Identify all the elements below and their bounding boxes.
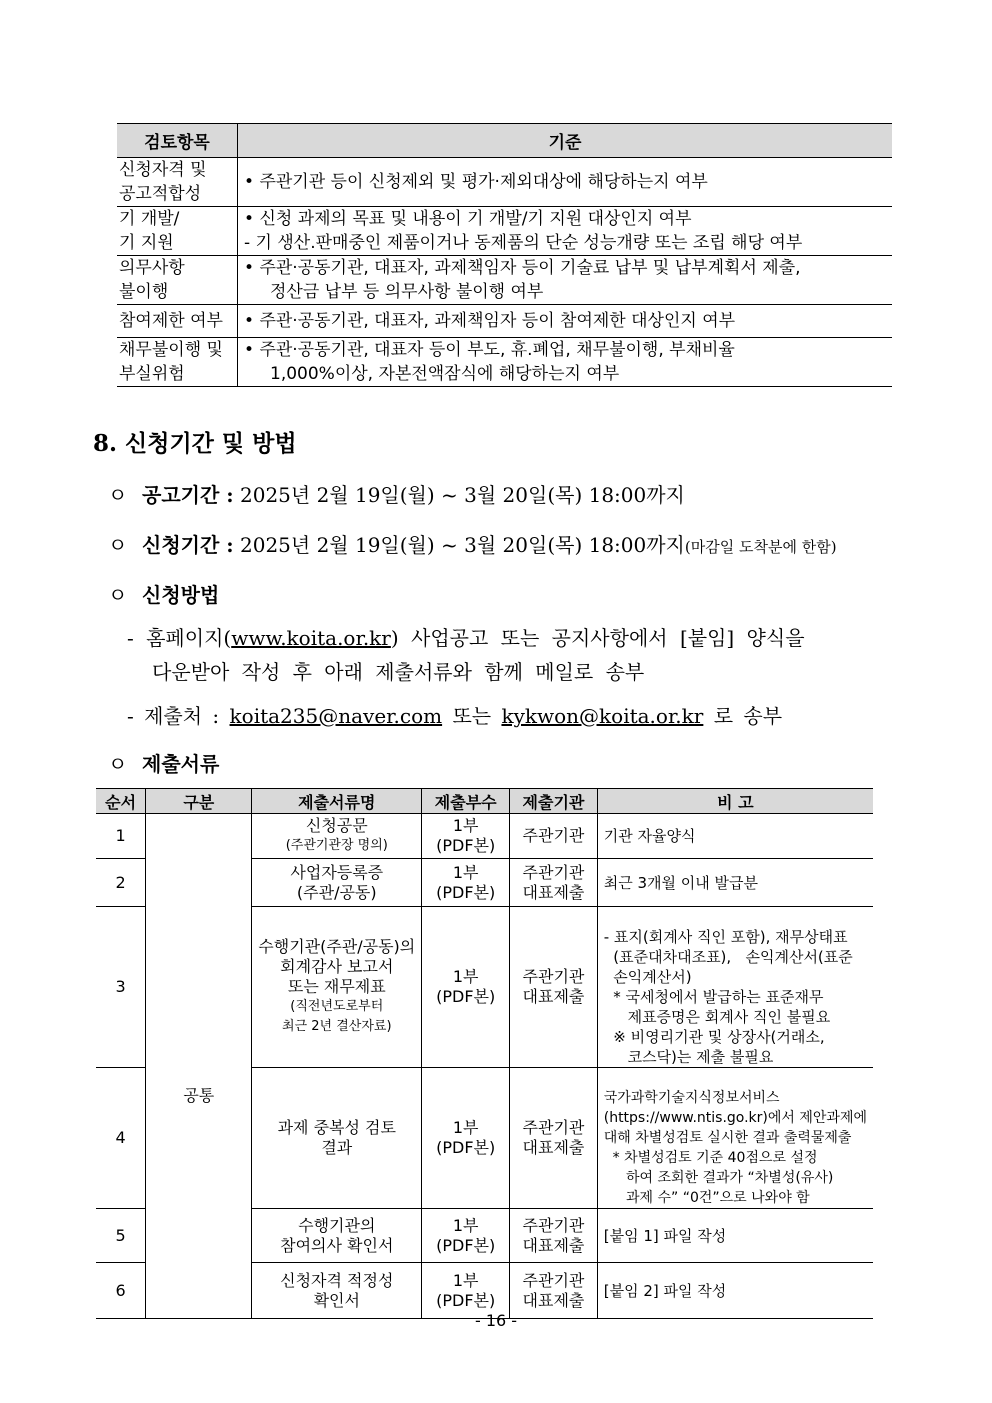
method-text-line2: 다운받아 작성 후 아래 제출서류와 함께 메일로 송부: [152, 660, 645, 684]
apply-period-value: 2025년 2월 19일(월) ~ 3월 20일(목) 18:00까지: [240, 533, 685, 557]
doc-name-sub: 최근 2년 결산자료): [282, 1019, 392, 1034]
submit-post: 로 송부: [713, 704, 783, 728]
doc-category: 공통: [146, 814, 252, 1319]
doc-copies-line: (PDF본): [436, 1290, 496, 1310]
doc-no: 3: [96, 907, 146, 1068]
doc-name-line: 수행기관(주관/공동)의: [258, 937, 416, 956]
review-item-line: 부실위험: [119, 364, 185, 384]
table-row: [117, 256, 892, 305]
review-item-line: 채무불이행 및: [119, 340, 223, 360]
docs-label: 제출서류: [142, 752, 220, 776]
doc-note-line: [붙임 2] 파일 작성: [603, 1281, 727, 1300]
review-item-line: 기 지원: [119, 233, 174, 253]
notice-period-line: [108, 479, 685, 508]
section-title: 8. 신청기간 및 방법: [93, 430, 297, 457]
doc-note-line: 손익계산서): [603, 968, 692, 986]
doc-org-line: 주관기관: [522, 826, 585, 845]
apply-period-note: (마감일 도착분에 한함): [684, 538, 837, 556]
doc-copies-line: 1부: [452, 862, 479, 882]
doc-note-line: 코스닥)는 제출 불필요: [603, 1048, 774, 1066]
submission-docs-table: [96, 788, 873, 1319]
method-text-pre: - 홈페이지(: [127, 626, 232, 650]
doc-note-line: * 국세청에서 발급하는 표준재무: [603, 988, 824, 1006]
homepage-link[interactable]: www.koita.or.kr: [231, 626, 391, 650]
doc-note-line: 제표증명은 회계사 직인 불필요: [603, 1008, 831, 1026]
email-link-1[interactable]: koita235@naver.com: [229, 704, 443, 728]
review-criteria-line: - 기 생산.판매중인 제품이거나 동제품의 단순 성능개량 또는 조립 해당 여부: [244, 233, 803, 253]
doc-org-line: 대표제출: [522, 1138, 585, 1157]
doc-name-line: (주관/공동): [296, 882, 377, 902]
circle-bullet: ㅇ: [108, 583, 128, 607]
doc-copies-line: 1부: [452, 1118, 479, 1137]
doc-copies-line: (PDF본): [436, 1138, 496, 1157]
table-row: [96, 814, 873, 859]
doc-copies-line: 1부: [452, 967, 479, 986]
review-criteria-line: • 주관·공동기관, 대표자, 과제책임자 등이 참여제한 대상인지 여부: [244, 309, 886, 333]
doc-org-line: 대표제출: [522, 987, 585, 1006]
docs-header-category: 구분: [146, 789, 252, 814]
docs-header-copies: 제출부수: [422, 789, 510, 814]
docs-header-name: 제출서류명: [252, 789, 422, 814]
notice-period-value: 2025년 2월 19일(월) ~ 3월 20일(목) 18:00까지: [240, 483, 685, 507]
docs-header-no: 순서: [96, 789, 146, 814]
review-criteria-table: [117, 123, 892, 387]
apply-period-label: 신청기간 :: [142, 533, 234, 557]
doc-copies-line: (PDF본): [436, 836, 496, 855]
doc-name-line: 참여의사 확인서: [280, 1235, 394, 1255]
doc-org-line: 주관기관: [522, 1270, 585, 1290]
doc-name-line: 또는 재무제표: [287, 977, 386, 996]
submit-label: - 제출처 :: [127, 704, 220, 728]
review-criteria-line: 1,000%이상, 자본전액잠식에 해당하는지 여부: [270, 364, 620, 384]
doc-org-line: 주관기관: [522, 1215, 585, 1235]
docs-header-org: 제출기관: [510, 789, 598, 814]
doc-note-line: 국가과학기술지식정보서비스: [603, 1090, 780, 1106]
doc-org-line: 주관기관: [522, 967, 585, 986]
doc-note-line: 최근 3개월 이내 발급분: [603, 873, 758, 892]
doc-name-line: 신청공문: [305, 816, 368, 835]
docs-header-note: 비 고: [597, 789, 873, 814]
docs-line: [108, 748, 219, 777]
review-item-line: 불이행: [119, 282, 169, 302]
doc-name-line: 결과: [321, 1138, 353, 1157]
apply-period-line: [108, 529, 837, 558]
doc-name-line: 신청자격 적정성: [280, 1270, 394, 1290]
doc-note-line: 하여 조회한 결과가 “차별성(유사): [603, 1170, 834, 1186]
table-row: [117, 338, 892, 387]
submit-mid: 또는: [452, 704, 492, 728]
review-criteria-line: • 주관·공동기관, 대표자, 과제책임자 등이 기술료 납부 및 납부계획서 제출,: [244, 256, 886, 280]
review-item-line: 참여제한 여부: [119, 311, 223, 331]
doc-name-line: 확인서: [313, 1290, 360, 1310]
doc-note-line: - 표지(회계사 직인 포함), 재무상태표: [603, 928, 848, 946]
review-header-criteria: 기준: [238, 124, 893, 158]
doc-no: 1: [96, 814, 146, 859]
circle-bullet: ㅇ: [108, 533, 128, 557]
doc-copies-line: (PDF본): [436, 987, 496, 1006]
doc-copies-line: 1부: [452, 816, 479, 835]
method-label: 신청방법: [142, 583, 220, 607]
email-link-2[interactable]: kykwon@koita.or.kr: [501, 704, 704, 728]
review-criteria-line: • 주관기관 등이 신청제외 및 평가·제외대상에 해당하는지 여부: [244, 170, 886, 194]
doc-note-line: ※ 비영리기관 및 상장사(거래소,: [603, 1028, 825, 1046]
doc-org-line: 대표제출: [522, 882, 585, 902]
table-row: [117, 207, 892, 256]
doc-note-line: (표준대차대조표), 손익계산서(표준: [603, 948, 853, 966]
doc-no: 5: [96, 1209, 146, 1263]
doc-copies-line: 1부: [452, 1270, 479, 1290]
doc-org-line: 주관기관: [522, 1118, 585, 1137]
method-text-post: ) 사업공고 또는 공지사항에서 [붙임] 양식을: [390, 626, 805, 650]
table-row: [117, 305, 892, 338]
doc-note-line: (https://www.ntis.go.kr)에서 제안과제에: [603, 1110, 867, 1126]
review-item-line: 의무사항: [119, 258, 185, 278]
doc-name-line: 과제 중복성 검토: [277, 1118, 396, 1137]
doc-name-line: 회계감사 보고서: [280, 957, 394, 976]
doc-copies-line: 1부: [452, 1215, 479, 1235]
page-number: - 16 -: [474, 1311, 518, 1330]
doc-name-line: 수행기관의: [298, 1215, 376, 1235]
doc-org-line: 주관기관: [522, 862, 585, 882]
submit-line: [127, 700, 782, 729]
review-criteria-line: 정산금 납부 등 의무사항 불이행 여부: [270, 282, 544, 302]
doc-name-line: 사업자등록증: [290, 862, 384, 882]
doc-note-line: * 차별성검토 기준 40점으로 설정: [603, 1150, 818, 1166]
doc-name-sub: (주관기관장 명의): [285, 838, 388, 853]
circle-bullet: ㅇ: [108, 752, 128, 776]
method-description: [127, 622, 899, 651]
doc-note-line: [붙임 1] 파일 작성: [603, 1226, 727, 1245]
doc-org-line: 대표제출: [522, 1290, 585, 1310]
doc-no: 6: [96, 1263, 146, 1319]
review-item-line: 기 개발/: [119, 209, 180, 229]
method-line: [108, 579, 219, 608]
review-criteria-line: • 주관·공동기관, 대표자 등이 부도, 휴.폐업, 채무불이행, 부채비율: [244, 338, 886, 362]
doc-no: 2: [96, 859, 146, 907]
doc-org-line: 대표제출: [522, 1235, 585, 1255]
circle-bullet: ㅇ: [108, 483, 128, 507]
review-item-line: 신청자격 및: [119, 160, 207, 180]
doc-note-line: 과제 수” “0건”으로 나와야 함: [603, 1190, 810, 1206]
table-row: [117, 158, 892, 207]
review-header-item: 검토항목: [117, 124, 238, 158]
review-criteria-line: • 신청 과제의 목표 및 내용이 기 개발/기 지원 대상인지 여부: [244, 207, 886, 231]
review-item-line: 공고적합성: [119, 184, 202, 204]
doc-note-line: 기관 자율양식: [603, 827, 696, 845]
doc-copies-line: (PDF본): [436, 882, 496, 902]
doc-name-sub: (직전년도로부터: [290, 999, 384, 1014]
doc-copies-line: (PDF본): [436, 1235, 496, 1255]
doc-no: 4: [96, 1068, 146, 1209]
notice-period-label: 공고기간 :: [142, 483, 234, 507]
doc-note-line: 대해 차별성검토 실시한 결과 출력물제출: [603, 1130, 852, 1146]
